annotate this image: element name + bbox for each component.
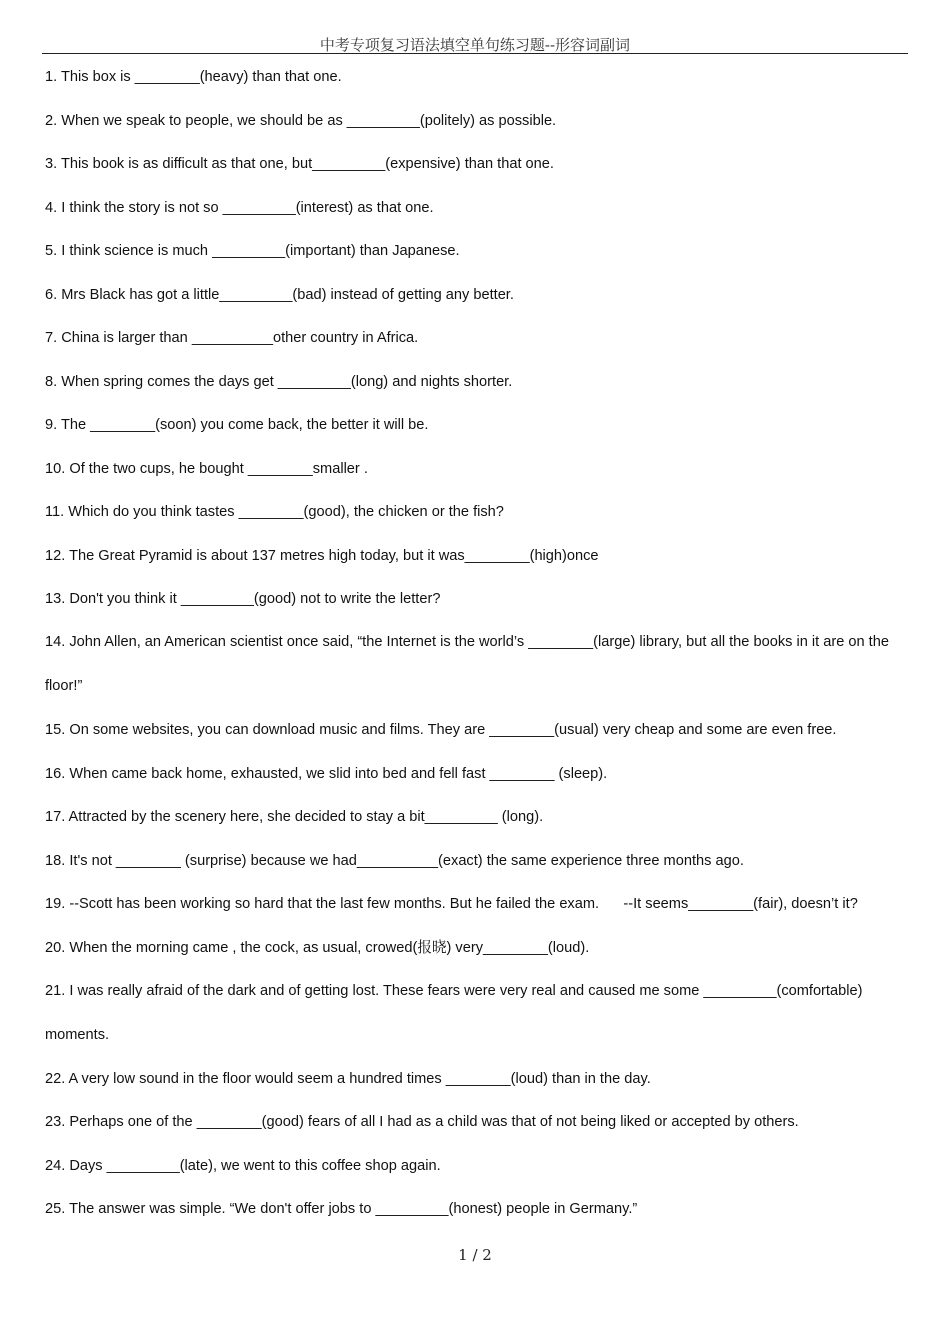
question-4: 4. I think the story is not so _________(interest) as that one.	[45, 200, 434, 216]
question-20: 20. When the morning came , the cock, as usual, crowed(报晓) very________(loud).	[45, 940, 590, 956]
question-6: 6. Mrs Black has got a little_________(bad) instead of getting any better.	[45, 287, 514, 303]
question-3: 3. This book is as difficult as that one, but_________(expensive) than that one.	[45, 156, 554, 172]
document-title: 中考专项复习语法填空单句练习题--形容词副词	[319, 36, 631, 54]
question-18: 18. It's not ________ (surprise) because we had__________(exact) the same experience three months ago.	[45, 853, 744, 869]
question-19: 19. --Scott has been working so hard that the last few months. But he failed the exam. --It seems________(fair), doesn’t it?	[45, 896, 858, 912]
question-24: 24. Days _________(late), we went to this coffee shop again.	[45, 1158, 441, 1174]
question-17: 17. Attracted by the scenery here, she decided to stay a bit_________ (long).	[45, 809, 544, 825]
question-22: 22. A very low sound in the floor would seem a hundred times ________(loud) than in the day.	[45, 1071, 651, 1087]
header-divider	[42, 53, 908, 54]
question-12: 12. The Great Pyramid is about 137 metres high today, but it was________(high)once	[45, 548, 599, 564]
question-25: 25. The answer was simple. “We don't offer jobs to _________(honest) people in Germany.”	[45, 1201, 638, 1217]
question-15: 15. On some websites, you can download music and films. They are ________(usual) very cheap and some are even free.	[45, 722, 837, 738]
question-21: 21. I was really afraid of the dark and of getting lost. These fears were very real and caused me some _________(comfortable) moments.	[45, 983, 863, 1043]
question-11: 11. Which do you think tastes ________(good), the chicken or the fish?	[45, 504, 504, 520]
question-9: 9. The ________(soon) you come back, the better it will be.	[45, 417, 429, 433]
question-5: 5. I think science is much _________(important) than Japanese.	[45, 243, 460, 259]
question-16: 16. When came back home, exhausted, we slid into bed and fell fast ________ (sleep).	[45, 766, 608, 782]
question-14: 14. John Allen, an American scientist once said, “the Internet is the world’s ________(large) library, but all the books in it are on the floor!”	[45, 634, 889, 694]
question-1: 1. This box is ________(heavy) than that one.	[45, 69, 342, 85]
question-7: 7. China is larger than __________other country in Africa.	[45, 330, 419, 346]
question-13: 13. Don't you think it _________(good) not to write the letter?	[45, 591, 441, 607]
question-10: 10. Of the two cups, he bought ________smaller .	[45, 461, 368, 477]
question-23: 23. Perhaps one of the ________(good) fears of all I had as a child was that of not being liked or accepted by others.	[45, 1114, 799, 1130]
page-number: 1 / 2	[458, 1246, 492, 1264]
question-2: 2. When we speak to people, we should be as _________(politely) as possible.	[45, 113, 557, 129]
question-8: 8. When spring comes the days get _________(long) and nights shorter.	[45, 374, 513, 390]
